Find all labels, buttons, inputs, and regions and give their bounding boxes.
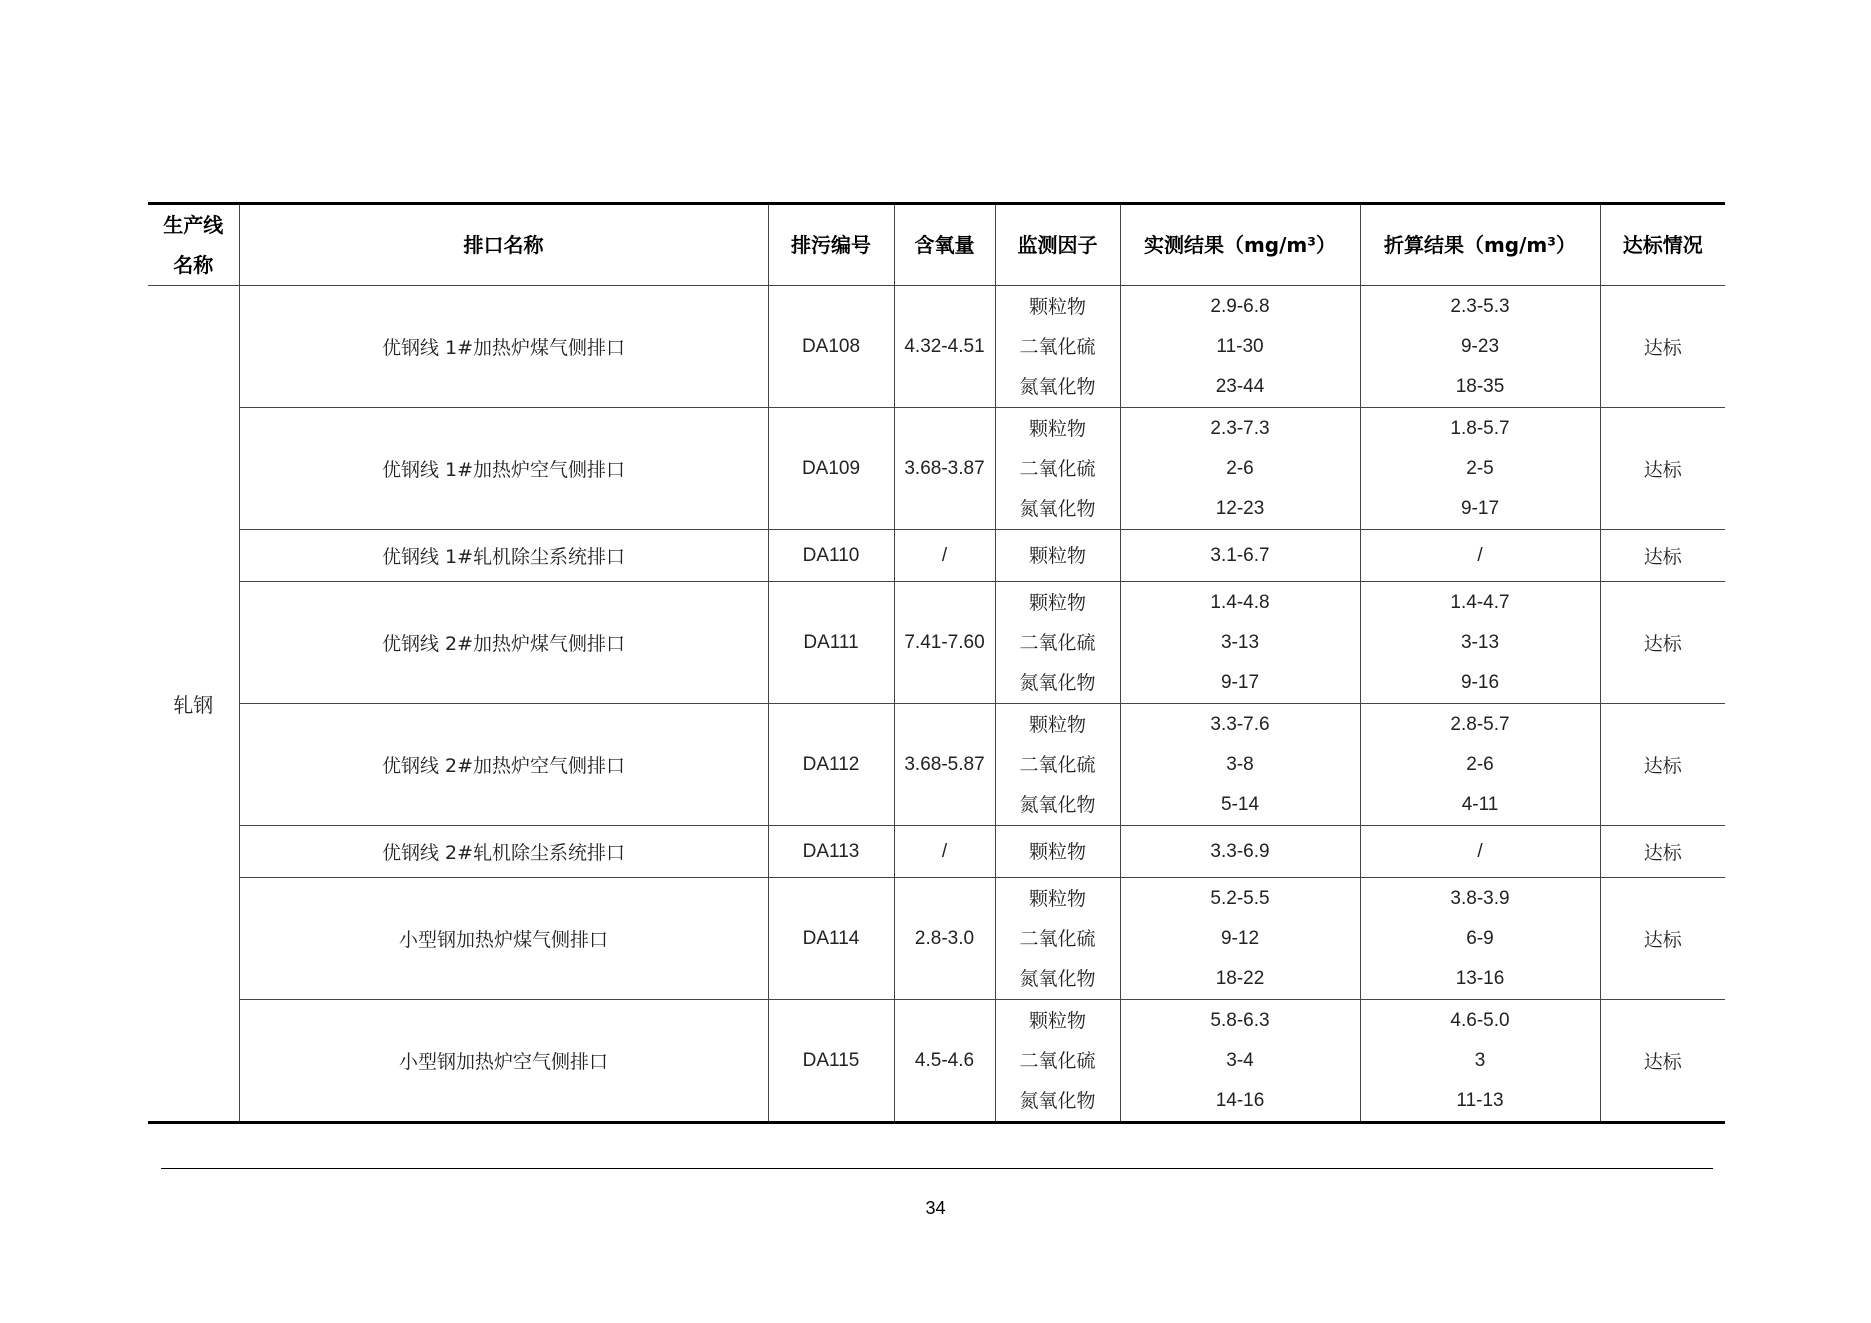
converted-value: 11-13 <box>1456 1089 1504 1111</box>
oxygen-cell: 2.8-3.0 <box>894 878 995 1000</box>
outlet-code-cell: DA109 <box>768 408 894 530</box>
converted-value: 1.8-5.7 <box>1450 417 1510 439</box>
outlet-code-cell: DA115 <box>768 1000 894 1123</box>
table-row <box>148 704 1725 826</box>
table-row <box>148 408 1725 530</box>
outlet-name-cell: 优钢线 1#轧机除尘系统排口 <box>239 530 768 582</box>
outlet-code-cell: DA110 <box>768 530 894 582</box>
measured-cell <box>1120 1000 1360 1123</box>
status-cell: 达标 <box>1600 1000 1725 1123</box>
factor-value: 颗粒物 <box>1028 591 1086 614</box>
status-cell: 达标 <box>1600 582 1725 704</box>
factor-value: 二氧化硫 <box>1019 457 1096 480</box>
measured-value: 3-4 <box>1226 1049 1254 1071</box>
oxygen-cell: / <box>894 530 995 582</box>
outlet-code-cell: DA114 <box>768 878 894 1000</box>
table-row <box>148 582 1725 704</box>
measured-cell <box>1120 530 1360 582</box>
factor-value: 氮氧化物 <box>1019 1089 1096 1112</box>
header-measured: 实测结果（mg/m³） <box>1120 204 1360 286</box>
outlet-name-cell: 小型钢加热炉空气侧排口 <box>239 1000 768 1123</box>
oxygen-cell: 3.68-3.87 <box>894 408 995 530</box>
converted-value: 2-6 <box>1466 753 1494 775</box>
status-cell: 达标 <box>1600 286 1725 408</box>
factor-cell <box>995 878 1120 1000</box>
converted-cell <box>1360 408 1600 530</box>
oxygen-cell: 7.41-7.60 <box>894 582 995 704</box>
header-oxygen: 含氧量 <box>894 204 995 286</box>
factor-cell <box>995 408 1120 530</box>
measured-cell <box>1120 408 1360 530</box>
measured-value: 5.2-5.5 <box>1210 887 1270 909</box>
measured-value: 3-13 <box>1220 631 1260 653</box>
outlet-code-cell: DA113 <box>768 826 894 878</box>
outlet-code-cell: DA112 <box>768 704 894 826</box>
table-row <box>148 286 1725 408</box>
footer-divider <box>161 1168 1713 1169</box>
measured-cell <box>1120 878 1360 1000</box>
table-row <box>148 1000 1725 1123</box>
factor-cell <box>995 582 1120 704</box>
converted-value: 18-35 <box>1455 375 1505 397</box>
converted-cell <box>1360 582 1600 704</box>
converted-value: / <box>1477 544 1483 566</box>
measured-value: 9-17 <box>1220 671 1260 693</box>
converted-value: 2-5 <box>1466 457 1494 479</box>
measured-value: 1.4-4.8 <box>1210 591 1270 613</box>
header-outlet-name: 排口名称 <box>239 204 768 286</box>
header-line-name: 生产线 名称 <box>148 204 239 286</box>
converted-cell <box>1360 878 1600 1000</box>
converted-cell <box>1360 826 1600 878</box>
emission-monitoring-table <box>148 202 1725 1124</box>
converted-value: 9-23 <box>1460 335 1500 357</box>
oxygen-cell: 3.68-5.87 <box>894 704 995 826</box>
table-row <box>148 826 1725 878</box>
status-cell: 达标 <box>1600 408 1725 530</box>
converted-value: 3.8-3.9 <box>1450 887 1510 909</box>
measured-value: 5-14 <box>1220 793 1260 815</box>
converted-cell <box>1360 286 1600 408</box>
factor-value: 氮氧化物 <box>1019 497 1096 520</box>
status-cell: 达标 <box>1600 878 1725 1000</box>
outlet-name-cell: 优钢线 1#加热炉空气侧排口 <box>239 408 768 530</box>
status-cell: 达标 <box>1600 826 1725 878</box>
outlet-name-cell: 优钢线 2#加热炉煤气侧排口 <box>239 582 768 704</box>
measured-value: 2.9-6.8 <box>1210 295 1270 317</box>
header-converted: 折算结果（mg/m³） <box>1360 204 1600 286</box>
converted-value: 1.4-4.7 <box>1450 591 1510 613</box>
oxygen-cell: 4.32-4.51 <box>894 286 995 408</box>
status-cell: 达标 <box>1600 704 1725 826</box>
outlet-name-cell: 优钢线 2#轧机除尘系统排口 <box>239 826 768 878</box>
factor-value: 二氧化硫 <box>1019 927 1096 950</box>
converted-value: 4.6-5.0 <box>1450 1009 1510 1031</box>
converted-value: 3 <box>1474 1049 1486 1071</box>
converted-value: 3-13 <box>1460 631 1500 653</box>
outlet-name-cell: 优钢线 2#加热炉空气侧排口 <box>239 704 768 826</box>
outlet-name-cell: 小型钢加热炉煤气侧排口 <box>239 878 768 1000</box>
measured-value: 3.1-6.7 <box>1210 544 1270 566</box>
factor-value: 颗粒物 <box>1028 295 1086 318</box>
factor-value: 氮氧化物 <box>1019 967 1096 990</box>
measured-value: 3.3-7.6 <box>1210 713 1270 735</box>
factor-value: 氮氧化物 <box>1019 671 1096 694</box>
converted-value: 2.3-5.3 <box>1450 295 1510 317</box>
factor-value: 二氧化硫 <box>1019 753 1096 776</box>
factor-value: 颗粒物 <box>1028 544 1086 567</box>
factor-value: 颗粒物 <box>1028 417 1086 440</box>
oxygen-cell: / <box>894 826 995 878</box>
measured-value: 14-16 <box>1215 1089 1265 1111</box>
measured-cell <box>1120 582 1360 704</box>
header-outlet-code: 排污编号 <box>768 204 894 286</box>
measured-value: 2.3-7.3 <box>1210 417 1270 439</box>
measured-value: 12-23 <box>1215 497 1265 519</box>
header-status: 达标情况 <box>1600 204 1725 286</box>
outlet-code-cell: DA111 <box>768 582 894 704</box>
header-factor: 监测因子 <box>995 204 1120 286</box>
header-row <box>148 204 1725 286</box>
measured-value: 23-44 <box>1215 375 1265 397</box>
measured-value: 2-6 <box>1226 457 1254 479</box>
measured-value: 5.8-6.3 <box>1210 1009 1270 1031</box>
oxygen-cell: 4.5-4.6 <box>894 1000 995 1123</box>
factor-value: 氮氧化物 <box>1019 793 1096 816</box>
factor-value: 二氧化硫 <box>1019 335 1096 358</box>
production-line-cell: 轧钢 <box>148 286 239 1123</box>
factor-cell <box>995 1000 1120 1123</box>
measured-cell <box>1120 286 1360 408</box>
factor-cell <box>995 286 1120 408</box>
measured-value: 18-22 <box>1215 967 1265 989</box>
table-row <box>148 878 1725 1000</box>
converted-value: 6-9 <box>1466 927 1494 949</box>
table-body <box>148 286 1725 1123</box>
table-row <box>148 530 1725 582</box>
converted-cell <box>1360 704 1600 826</box>
factor-cell <box>995 704 1120 826</box>
converted-value: 4-11 <box>1461 793 1499 815</box>
factor-value: 二氧化硫 <box>1019 1049 1096 1072</box>
outlet-code-cell: DA108 <box>768 286 894 408</box>
factor-value: 颗粒物 <box>1028 887 1086 910</box>
measured-value: 3-8 <box>1226 753 1254 775</box>
factor-cell <box>995 826 1120 878</box>
measured-value: 9-12 <box>1220 927 1260 949</box>
factor-value: 颗粒物 <box>1028 840 1086 863</box>
converted-value: 9-17 <box>1460 497 1500 519</box>
factor-value: 二氧化硫 <box>1019 631 1096 654</box>
converted-cell <box>1360 1000 1600 1123</box>
converted-value: / <box>1477 840 1483 862</box>
factor-value: 氮氧化物 <box>1019 375 1096 398</box>
converted-value: 9-16 <box>1460 671 1500 693</box>
measured-value: 11-30 <box>1216 335 1264 357</box>
measured-cell <box>1120 826 1360 878</box>
factor-value: 颗粒物 <box>1028 713 1086 736</box>
converted-value: 13-16 <box>1455 967 1505 989</box>
converted-cell <box>1360 530 1600 582</box>
page-number: 34 <box>925 1198 946 1218</box>
measured-value: 3.3-6.9 <box>1210 840 1270 862</box>
converted-value: 2.8-5.7 <box>1450 713 1510 735</box>
outlet-name-cell: 优钢线 1#加热炉煤气侧排口 <box>239 286 768 408</box>
measured-cell <box>1120 704 1360 826</box>
status-cell: 达标 <box>1600 530 1725 582</box>
factor-value: 颗粒物 <box>1028 1009 1086 1032</box>
factor-cell <box>995 530 1120 582</box>
